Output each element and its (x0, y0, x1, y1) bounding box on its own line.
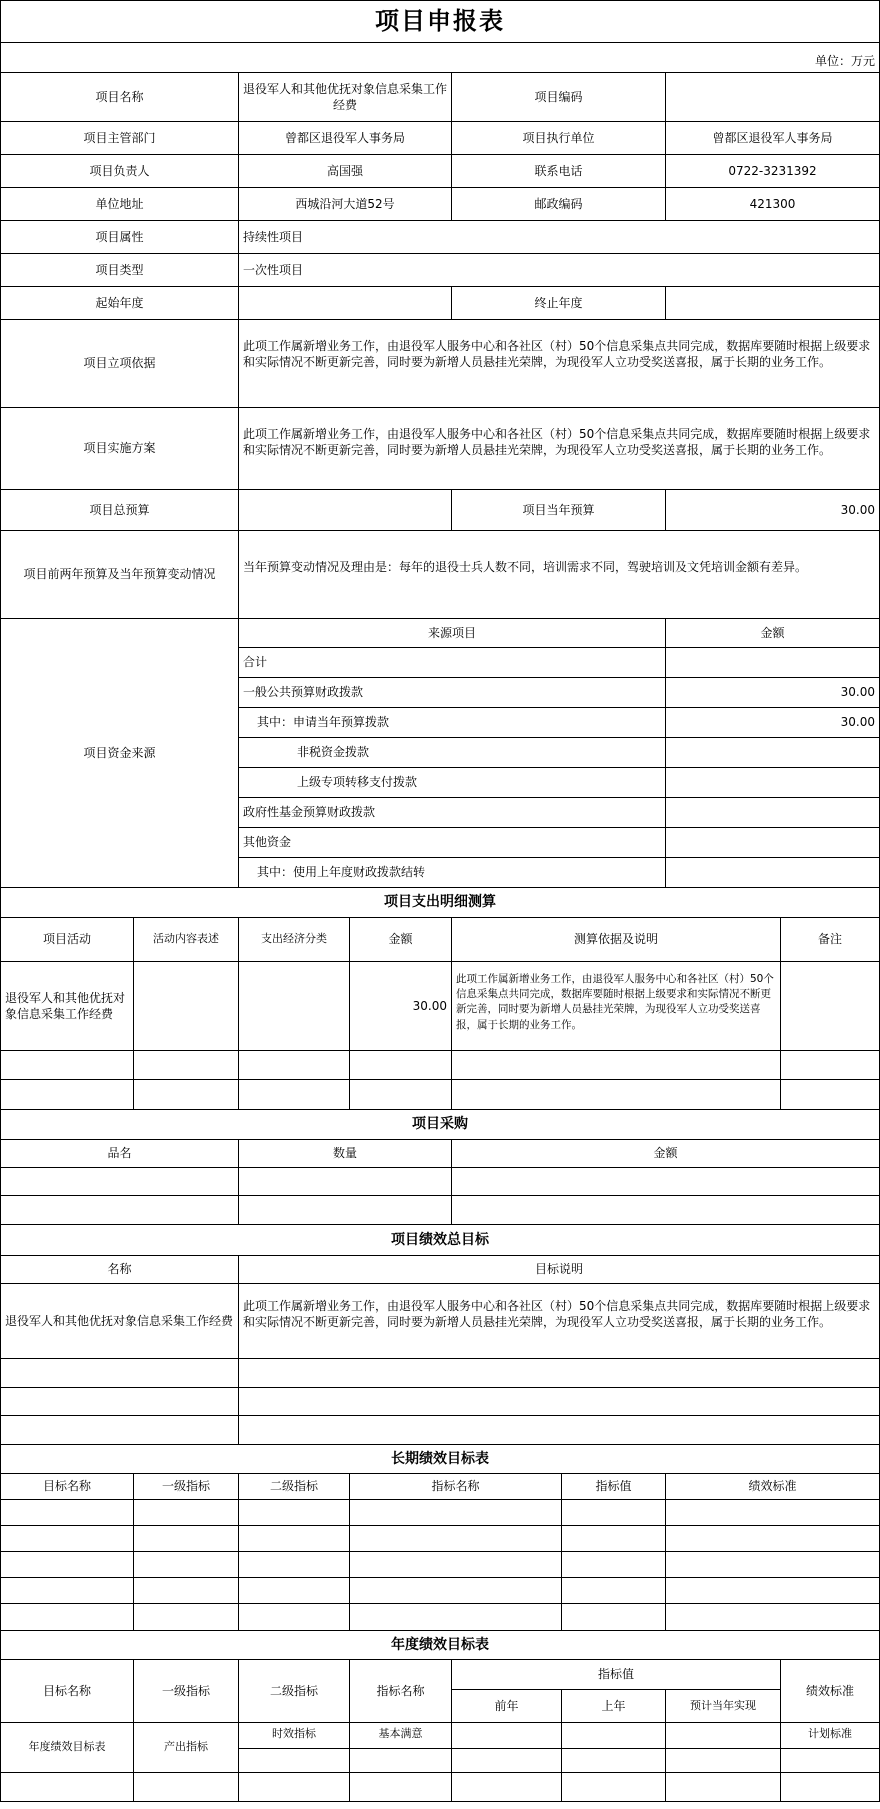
annual-empty-cell (0, 1772, 134, 1802)
funding-source-label: 项目资金来源 (0, 618, 239, 888)
expense-empty-cell (133, 1079, 239, 1110)
page-title: 项目申报表 (0, 0, 880, 43)
longterm-empty-cell (561, 1603, 666, 1631)
expense-head-amount: 金额 (349, 917, 452, 962)
expense-empty-cell (0, 1050, 134, 1080)
annual-empty-cell (561, 1772, 666, 1802)
expense-head-content: 活动内容表述 (133, 917, 239, 962)
expense-content (133, 961, 239, 1051)
annual-indicator: 基本满意 (349, 1722, 452, 1749)
funding-row-name: 非税资金拨款 (238, 737, 666, 768)
longterm-empty-cell (133, 1603, 239, 1631)
attr-label: 项目属性 (0, 220, 239, 254)
annual-head-standard: 绩效标准 (780, 1659, 880, 1723)
annual-empty-cell (238, 1772, 350, 1802)
annual-empty-cell (665, 1772, 781, 1802)
longterm-empty-cell (561, 1499, 666, 1526)
total-budget-label: 项目总预算 (0, 489, 239, 531)
funding-row-name: 上级专项转移支付拨款 (238, 767, 666, 798)
longterm-empty-cell (133, 1577, 239, 1604)
longterm-empty-cell (665, 1499, 880, 1526)
expense-head-activity: 项目活动 (0, 917, 134, 962)
expense-head-econ: 支出经济分类 (238, 917, 350, 962)
budget-change-text: 当年预算变动情况及理由是：每年的退役士兵人数不同，培训需求不同，驾驶培训及文凭培训金额有差异。 (238, 530, 880, 619)
annual-empty-cell (561, 1748, 666, 1773)
annual-head-last-year: 上年 (561, 1689, 666, 1723)
funding-row-amount: 30.00 (665, 707, 880, 738)
annual-empty-cell (665, 1748, 781, 1773)
procurement-empty-cell (451, 1167, 880, 1196)
project-name-label: 项目名称 (0, 72, 239, 122)
overall-empty-cell (238, 1358, 880, 1388)
overall-head-desc: 目标说明 (238, 1255, 880, 1284)
funding-row-name: 一般公共预算财政拨款 (238, 677, 666, 708)
basis-label: 项目立项依据 (0, 319, 239, 408)
overall-name: 退役军人和其他优抚对象信息采集工作经费 (0, 1283, 239, 1359)
longterm-empty-cell (0, 1603, 134, 1631)
annual-target-name: 年度绩效目标表 (0, 1722, 134, 1773)
longterm-empty-cell (133, 1499, 239, 1526)
expense-empty-cell (451, 1050, 781, 1080)
start-year-label: 起始年度 (0, 286, 239, 320)
postal-value: 421300 (665, 187, 880, 221)
longterm-empty-cell (0, 1525, 134, 1552)
longterm-head-standard: 绩效标准 (665, 1473, 880, 1500)
overall-section-title: 项目绩效总目标 (0, 1224, 880, 1256)
longterm-empty-cell (238, 1525, 350, 1552)
annual-empty-cell (349, 1748, 452, 1773)
overall-empty-cell (0, 1358, 239, 1388)
expense-head-note: 备注 (780, 917, 880, 962)
annual-empty-cell (451, 1748, 562, 1773)
annual-empty-cell (349, 1772, 452, 1802)
expense-empty-cell (238, 1079, 350, 1110)
annual-head-prev-year: 前年 (451, 1689, 562, 1723)
longterm-empty-cell (665, 1603, 880, 1631)
funding-row-amount (665, 737, 880, 768)
longterm-empty-cell (133, 1551, 239, 1578)
procurement-empty-cell (0, 1167, 239, 1196)
funding-row-amount (665, 647, 880, 678)
longterm-empty-cell (0, 1499, 134, 1526)
annual-head-value: 指标值 (451, 1659, 781, 1690)
funding-row-name: 其中：申请当年预算拨款 (238, 707, 666, 738)
longterm-empty-cell (0, 1551, 134, 1578)
longterm-head-value: 指标值 (561, 1473, 666, 1500)
annual-empty-cell (238, 1748, 350, 1773)
procurement-empty-cell (238, 1167, 452, 1196)
overall-empty-cell (0, 1415, 239, 1445)
annual-empty-cell (133, 1772, 239, 1802)
annual-empty-cell (561, 1722, 666, 1749)
annual-empty-cell (451, 1722, 562, 1749)
funding-row-amount (665, 767, 880, 798)
project-code-label: 项目编码 (451, 72, 666, 122)
expense-empty-cell (349, 1079, 452, 1110)
dept-label: 项目主管部门 (0, 121, 239, 155)
type-value: 一次性项目 (238, 253, 880, 287)
address-label: 单位地址 (0, 187, 239, 221)
annual-level2: 时效指标 (238, 1722, 350, 1749)
expense-empty-cell (238, 1050, 350, 1080)
procurement-empty-cell (0, 1195, 239, 1225)
longterm-empty-cell (349, 1551, 562, 1578)
plan-label: 项目实施方案 (0, 407, 239, 490)
expense-empty-cell (133, 1050, 239, 1080)
expense-empty-cell (451, 1079, 781, 1110)
overall-empty-cell (0, 1387, 239, 1416)
annual-standard: 计划标准 (780, 1722, 880, 1749)
overall-head-name: 名称 (0, 1255, 239, 1284)
procurement-head-qty: 数量 (238, 1139, 452, 1168)
start-year-value (238, 286, 452, 320)
annual-section-title: 年度绩效目标表 (0, 1630, 880, 1660)
funding-row-name: 其中：使用上年度财政拨款结转 (238, 857, 666, 888)
expense-basis: 此项工作属新增业务工作，由退役军人服务中心和各社区（村）50个信息采集点共同完成，数据库要随时根据上级要求和实际情况不断更新完善，同时要为新增人员悬挂光荣牌，为现役军人立功受奖送喜报，属于长期的业务工作。 (451, 961, 781, 1051)
total-budget-value (238, 489, 452, 531)
procurement-empty-cell (451, 1195, 880, 1225)
funding-row-amount (665, 857, 880, 888)
annual-empty-cell (780, 1772, 880, 1802)
funding-row-amount: 30.00 (665, 677, 880, 708)
project-code-value (665, 72, 880, 122)
expense-econ (238, 961, 350, 1051)
annual-empty-cell (451, 1772, 562, 1802)
longterm-section-title: 长期绩效目标表 (0, 1444, 880, 1474)
current-budget-label: 项目当年预算 (451, 489, 666, 531)
end-year-value (665, 286, 880, 320)
funding-row-amount (665, 797, 880, 828)
annual-head-indicator: 指标名称 (349, 1659, 452, 1723)
leader-value: 高国强 (238, 154, 452, 188)
attr-value: 持续性项目 (238, 220, 880, 254)
expense-head-basis: 测算依据及说明 (451, 917, 781, 962)
longterm-empty-cell (238, 1577, 350, 1604)
annual-empty-cell (780, 1748, 880, 1773)
plan-text: 此项工作属新增业务工作，由退役军人服务中心和各社区（村）50个信息采集点共同完成，数据库要随时根据上级要求和实际情况不断更新完善，同时要为新增人员悬挂光荣牌，为现役军人立功受奖送喜报，属于长期的业务工作。 (238, 407, 880, 490)
procurement-head-item: 品名 (0, 1139, 239, 1168)
longterm-empty-cell (349, 1499, 562, 1526)
longterm-empty-cell (665, 1577, 880, 1604)
longterm-empty-cell (133, 1525, 239, 1552)
overall-desc: 此项工作属新增业务工作，由退役军人服务中心和各社区（村）50个信息采集点共同完成，数据库要随时根据上级要求和实际情况不断更新完善，同时要为新增人员悬挂光荣牌，为现役军人立功受奖送喜报，属于长期的业务工作。 (238, 1283, 880, 1359)
expense-activity: 退役军人和其他优抚对象信息采集工作经费 (0, 961, 134, 1051)
expense-section-title: 项目支出明细测算 (0, 887, 880, 918)
annual-head-expected: 预计当年实现 (665, 1689, 781, 1723)
longterm-empty-cell (561, 1551, 666, 1578)
longterm-head-l1: 一级指标 (133, 1473, 239, 1500)
expense-note (780, 961, 880, 1051)
longterm-empty-cell (349, 1577, 562, 1604)
longterm-empty-cell (665, 1525, 880, 1552)
longterm-empty-cell (238, 1603, 350, 1631)
longterm-empty-cell (561, 1525, 666, 1552)
procurement-head-amount: 金额 (451, 1139, 880, 1168)
longterm-empty-cell (561, 1577, 666, 1604)
unit-label: 单位：万元 (0, 42, 880, 73)
funding-row-name: 政府性基金预算财政拨款 (238, 797, 666, 828)
funding-head-amount: 金额 (665, 618, 880, 648)
phone-label: 联系电话 (451, 154, 666, 188)
budget-change-label: 项目前两年预算及当年预算变动情况 (0, 530, 239, 619)
longterm-empty-cell (238, 1499, 350, 1526)
type-label: 项目类型 (0, 253, 239, 287)
procurement-empty-cell (238, 1195, 452, 1225)
end-year-label: 终止年度 (451, 286, 666, 320)
current-budget-value: 30.00 (665, 489, 880, 531)
project-name-value: 退役军人和其他优抚对象信息采集工作经费 (238, 72, 452, 122)
longterm-head-l2: 二级指标 (238, 1473, 350, 1500)
longterm-empty-cell (349, 1603, 562, 1631)
annual-head-l2: 二级指标 (238, 1659, 350, 1723)
funding-head-source: 来源项目 (238, 618, 666, 648)
longterm-empty-cell (0, 1577, 134, 1604)
exec-unit-label: 项目执行单位 (451, 121, 666, 155)
funding-row-amount (665, 827, 880, 858)
dept-value: 曾都区退役军人事务局 (238, 121, 452, 155)
overall-empty-cell (238, 1387, 880, 1416)
longterm-empty-cell (238, 1551, 350, 1578)
exec-unit-value: 曾都区退役军人事务局 (665, 121, 880, 155)
expense-empty-cell (780, 1050, 880, 1080)
expense-empty-cell (349, 1050, 452, 1080)
phone-value: 0722-3231392 (665, 154, 880, 188)
procurement-section-title: 项目采购 (0, 1109, 880, 1140)
overall-empty-cell (238, 1415, 880, 1445)
funding-row-name: 合计 (238, 647, 666, 678)
leader-label: 项目负责人 (0, 154, 239, 188)
address-value: 西城沿河大道52号 (238, 187, 452, 221)
annual-empty-cell (665, 1722, 781, 1749)
longterm-head-indicator: 指标名称 (349, 1473, 562, 1500)
basis-text: 此项工作属新增业务工作，由退役军人服务中心和各社区（村）50个信息采集点共同完成，数据库要随时根据上级要求和实际情况不断更新完善，同时要为新增人员悬挂光荣牌，为现役军人立功受奖送喜报，属于长期的业务工作。 (238, 319, 880, 408)
longterm-empty-cell (349, 1525, 562, 1552)
expense-empty-cell (0, 1079, 134, 1110)
annual-head-l1: 一级指标 (133, 1659, 239, 1723)
expense-amount: 30.00 (349, 961, 452, 1051)
longterm-empty-cell (665, 1551, 880, 1578)
longterm-head-name: 目标名称 (0, 1473, 134, 1500)
annual-head-name: 目标名称 (0, 1659, 134, 1723)
expense-empty-cell (780, 1079, 880, 1110)
funding-row-name: 其他资金 (238, 827, 666, 858)
annual-level1: 产出指标 (133, 1722, 239, 1773)
postal-label: 邮政编码 (451, 187, 666, 221)
